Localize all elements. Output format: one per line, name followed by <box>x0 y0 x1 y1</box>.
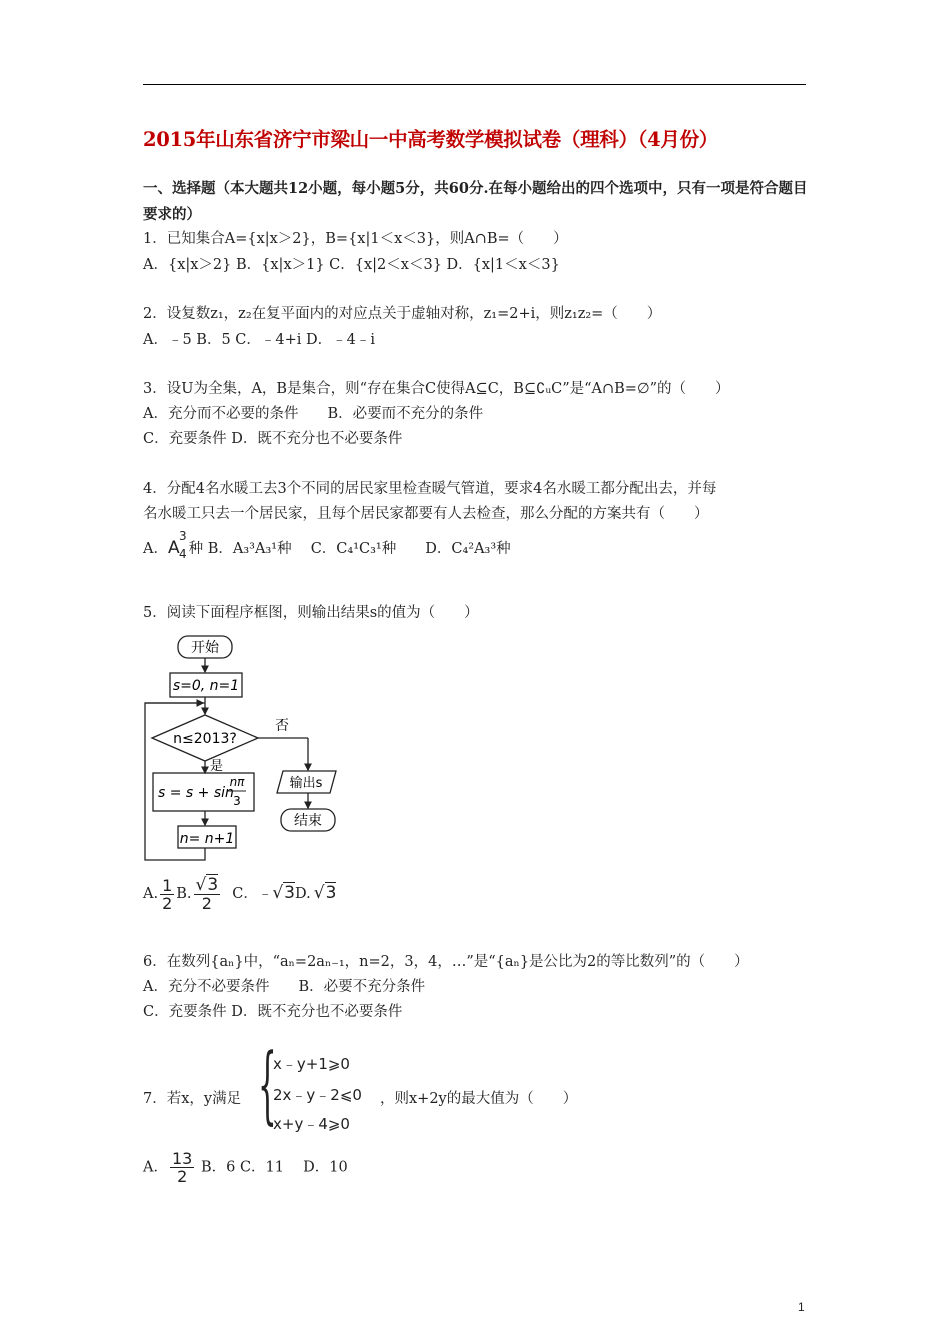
flow-assign-num: nπ <box>229 775 245 789</box>
q2-options: A．﹣5 B．5 C．﹣4+i D．﹣4﹣i <box>143 332 375 348</box>
page-number: 1 <box>798 1300 805 1314</box>
header-rule <box>143 84 806 85</box>
q1-stem: 1．已知集合A={x|x＞2}，B={x|1＜x＜3}，则A∩B=（ ） <box>143 231 568 247</box>
q6-options-line1: A．充分不必要条件 B．必要不充分条件 <box>143 979 426 995</box>
q5-optB-fraction: $\frac{√3}{2}$ <box>195 875 219 913</box>
page-title: 2015年山东省济宁市梁山一中高考数学模拟试卷（理科）（4月份） <box>143 128 718 151</box>
q6-options-line2: C．充要条件 D．既不充分也不必要条件 <box>143 1004 403 1020</box>
q4-stem-line1: 4．分配4名水暖工去3个不同的居民家里检查暖气管道，要求4名水暖工都分配出去，并每 <box>143 481 717 497</box>
q4-optA-sup: 3 <box>178 529 187 543</box>
q7-system-line1: x﹣y+1⩾0 <box>273 1055 350 1073</box>
q7-optA-label: A． <box>143 1159 168 1176</box>
q5-optD-sqrt: √3 <box>313 883 337 903</box>
q5-optB-label: B. <box>176 886 192 902</box>
flow-end-label: 结束 <box>294 813 322 829</box>
q1-options: A．{x|x＞2} B．{x|x＞1} C．{x|2＜x＜3} D．{x|1＜x＜3} <box>143 257 560 273</box>
q3-options-line2: C．充要条件 D．既不充分也不必要条件 <box>143 431 403 447</box>
q4-optA-symbol: A 3 4 <box>167 529 187 561</box>
q7-system-line3: x+y﹣4⩾0 <box>273 1115 350 1133</box>
q6-stem: 6．在数列{aₙ}中，“aₙ=2aₙ₋₁，n=2，3，4，…”是“{aₙ}是公比为2的等比数列”的（ ） <box>143 954 749 970</box>
q4-options-rest: 种 B．A₃³A₃¹种 C．C₄¹C₃¹种 D．C₄²A₃³种 <box>188 541 511 557</box>
q4-optA-sub: 4 <box>178 547 187 561</box>
q7-system-brace: { <box>258 1035 277 1133</box>
q7-system-line2: 2x﹣y﹣2⩽0 <box>273 1086 362 1104</box>
q5-stem: 5．阅读下面程序框图，则输出结果s的值为（ ） <box>143 605 479 621</box>
section-heading: 一、选择题（本大题共12小题，每小题5分，共60分.在每小题给出的四个选项中，只有一项是符合题目要求的） <box>143 180 808 223</box>
flow-init-label: s=0, n=1 <box>172 678 240 694</box>
flow-output-label: 输出s <box>289 776 323 791</box>
q7-prefix: 7．若x，y满足 <box>143 1091 242 1107</box>
q7-options <box>143 1150 348 1185</box>
q5-optA-fraction: $\frac{1}{2}$ <box>162 875 173 913</box>
q4-stem-line2: 名水暖工只去一个居民家，且每个居民家都要有人去检查，那么分配的方案共有（ ） <box>143 506 709 522</box>
flow-increment-label: n= n+1 <box>179 831 235 847</box>
flow-assign-den: 3 <box>233 794 241 808</box>
flow-start-label: 开始 <box>191 640 219 656</box>
q3-stem: 3．设U为全集，A，B是集合，则“存在集合C使得A⊆C，B⊆∁ᵤC”是“A∩B=∅”的（ ） <box>143 381 730 397</box>
q4-options <box>143 529 511 561</box>
q5-flowchart <box>140 630 350 866</box>
q4-optA-prefix: A． <box>143 541 168 557</box>
flow-no-label: 否 <box>275 718 289 734</box>
q5-optC-sqrt: √3 <box>272 883 295 903</box>
flow-condition-label: n≤2013? <box>173 731 237 747</box>
flow-assign-label: s = s + sin <box>158 785 234 801</box>
q7-options-rest: B．6 C．11 D．10 <box>196 1159 348 1176</box>
q3-options-line1: A．充分而不必要的条件 B．必要而不充分的条件 <box>143 406 484 422</box>
q7-optA-fraction: $\frac{13}{2}$ <box>171 1149 193 1186</box>
q2-stem: 2．设复数z₁，z₂在复平面内的对应点关于虚轴对称，z₁=2+i，则z₁z₂=（ ） <box>143 306 662 322</box>
q5-optD-label: D. <box>295 886 311 902</box>
flow-yes-label: 是 <box>210 759 224 774</box>
q5-options <box>143 876 336 912</box>
q5-optA-label: A. <box>143 886 159 902</box>
q5-optC-label: C．﹣ <box>232 886 273 902</box>
q7-suffix: ，则x+2y的最大值为（ ） <box>380 1091 578 1107</box>
